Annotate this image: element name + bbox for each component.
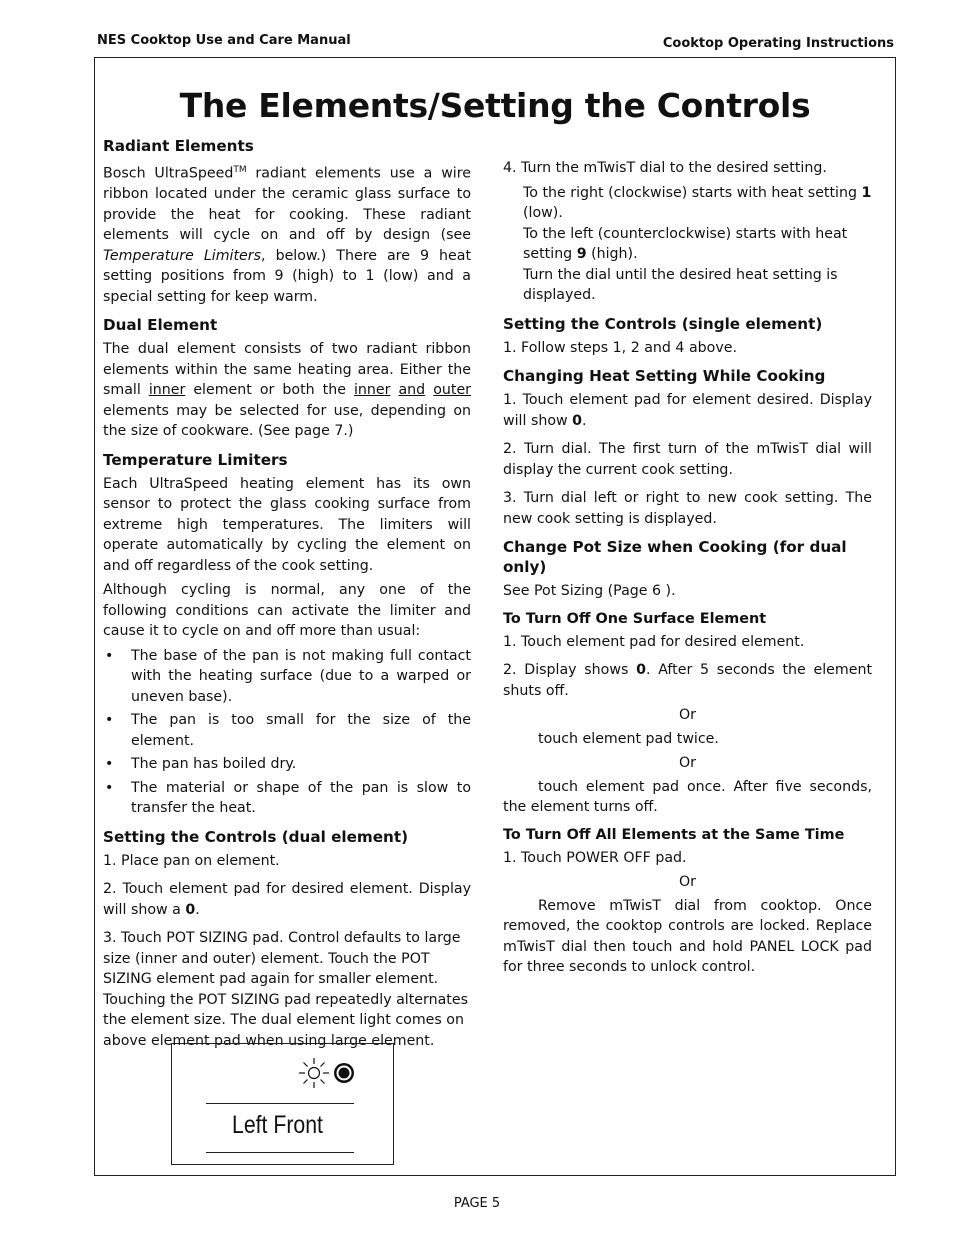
potsize-heading: Change Pot Size when Cooking (for dual only) (503, 538, 847, 576)
changing-step-2: 2. Turn dial. The first turn of the mTwisT dial will display the current cook setting. (503, 441, 872, 478)
turnoff-one-alt-1: touch element pad twice. (538, 730, 719, 747)
page-number: PAGE 5 (453, 1196, 501, 1211)
list-item: • The material or shape of the pan is slow to transfer the heat. (103, 778, 471, 819)
or-text: Or (678, 874, 696, 890)
dual-heading: Dual Element (103, 316, 218, 335)
turnoff-all-heading: To Turn Off All Elements at the Same Time (503, 826, 845, 843)
panel-icons (298, 1056, 358, 1094)
right-column (503, 158, 872, 986)
element-pad-illustration (171, 1043, 394, 1165)
step-4: 4. Turn the mTwisT dial to the desired setting. (503, 160, 827, 176)
limiters-heading: Temperature Limiters (103, 450, 288, 469)
limiter-conditions-list (103, 646, 471, 819)
left-column (103, 136, 471, 1059)
turnoff-one-step-2: 2. Display shows 0. After 5 seconds the element shuts off. (503, 662, 873, 699)
changing-heading: Changing Heat Setting While Cooking (503, 367, 826, 385)
turnoff-one-alt-2: touch element pad once. After five seconds, the element turns off. (503, 778, 872, 815)
content-frame (94, 57, 896, 1176)
limiters-text-2: Although cycling is normal, any one of the following conditions can activate the limiter and cause it to cycle on and off more than usual: (103, 582, 471, 640)
list-item: • The base of the pan is not making full contact with the heating surface (due to a warped or uneven base). (103, 646, 471, 708)
dual-text: The dual element consists of two radiant ribbon elements within the same heating area. Either the small inner element or both the inner and outer elements may be selected for use, depending on the size of cookware. (See page 7.) (103, 341, 472, 440)
or-text: Or (678, 755, 696, 771)
dual-settings-heading: Setting the Controls (dual element) (103, 827, 409, 846)
step-4-right: To the right (clockwise) starts with heat setting 1 (low). To the left (counterclockwise) starts with heat setting 9 (high). Turn the dial until the desired heat setting is displayed. (523, 184, 872, 303)
list-item: • The pan has boiled dry. (103, 754, 471, 775)
list-item: • The pan is too small for the size of the element. (103, 710, 471, 751)
indicator-light-icon (334, 1063, 354, 1083)
changing-step-3: 3. Turn dial left or right to new cook setting. The new cook setting is displayed. (503, 490, 872, 527)
turnoff-one-step-1: 1. Touch element pad for desired element. (503, 633, 805, 650)
single-step-1: 1. Follow steps 1, 2 and 4 above. (503, 339, 737, 356)
panel-divider-bottom (206, 1152, 354, 1153)
dual-step-1: 1. Place pan on element. (103, 852, 280, 869)
potsize-text: See Pot Sizing (Page 6 ). (503, 583, 676, 599)
limiters-text-1: Each UltraSpeed heating element has its own sensor to protect the glass cooking surface from extreme high temperatures. The limiters will operate automatically by cycling the element on and off regardless of the cook setting. (103, 475, 471, 574)
radiant-heading: Radiant Elements (103, 137, 254, 155)
dual-element-indicator (298, 1056, 358, 1090)
dual-step-2: 2. Touch element pad for desired element. Display will show a 0. (103, 881, 471, 918)
page-title: The Elements/Setting the Controls (179, 86, 811, 125)
turnoff-one-heading: To Turn Off One Surface Element (503, 610, 767, 627)
dual-step-3: 3. Touch POT SIZING pad. Control defaults to large size (inner and outer) element. Touch the POT SIZING element pad again for smaller element. Touching the POT SIZING pad repeatedly alternates the element size. The dual element light comes on above element pad when using large element. (103, 930, 468, 1049)
sun-burst-icon (299, 1058, 329, 1088)
turnoff-all-alt: Remove mTwisT dial from cooktop. Once removed, the cooktop controls are locked. Replace mTwisT dial then touch and hold PANEL LOCK pad for three seconds to unlock control. (503, 897, 872, 975)
manual-title: NES Cooktop Use and Care Manual (97, 33, 351, 48)
changing-step-1: 1. Touch element pad for element desired. Display will show 0. (503, 392, 872, 429)
single-heading: Setting the Controls (single element) (503, 314, 823, 333)
section-title: Cooktop Operating Instructions (662, 36, 894, 51)
element-pad-label: Left Front (232, 1111, 323, 1139)
panel-divider-top (206, 1103, 354, 1104)
turnoff-all-step-1: 1. Touch POWER OFF pad. (503, 849, 687, 866)
radiant-text: Bosch UltraSpeed™ radiant elements use a wire ribbon located under the ceramic glass surface to provide the heat for cooking. These radiant elements will cycle on and off by design (see Temperature Limiters, below.) There are 9 heat setting positions from 9 (high) to 1 (low) and a special setting for keep warm. (103, 165, 472, 305)
or-text: Or (678, 707, 696, 723)
